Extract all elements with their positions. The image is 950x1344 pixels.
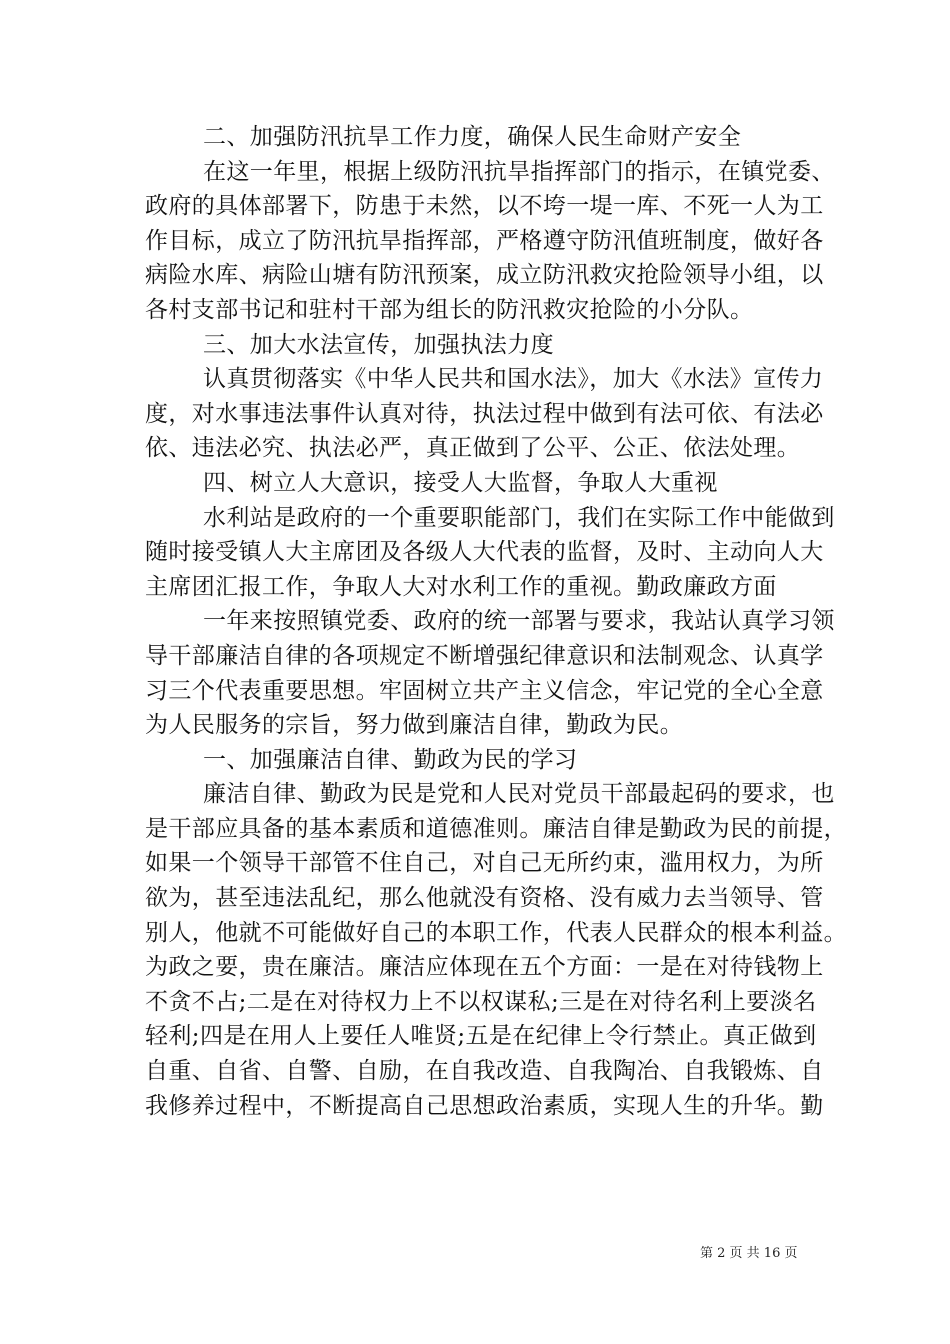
text-line: 随时接受镇人大主席团及各级人大代表的监督，及时、主动向人大: [145, 539, 824, 566]
text-line: 我修养过程中，不断提高自己思想政治素质，实现人生的升华。勤: [145, 1092, 824, 1119]
text-line: 在这一年里，根据上级防汛抗旱指挥部门的指示，在镇党委、: [203, 158, 835, 185]
document-body: [145, 120, 847, 1123]
text-line: 为政之要，贵在廉洁。廉洁应体现在五个方面：一是在对待钱物上: [145, 954, 824, 981]
section-heading: 三、加大水法宣传，加强执法力度: [203, 331, 554, 358]
text-line: 认真贯彻落实《中华人民共和国水法》，加大《水法》宣传力: [203, 366, 824, 393]
section-heading: 四、树立人大意识，接受人大监督，争取人大重视: [203, 469, 718, 496]
text-line: 各村支部书记和驻村干部为组长的防汛救灾抢险的小分队。: [145, 296, 754, 323]
text-line: 别人，他就不可能做好自己的本职工作，代表人民群众的根本利益。: [145, 919, 847, 946]
text-line: 廉洁自律、勤政为民是党和人民对党员干部最起码的要求，也: [203, 781, 835, 808]
text-line: 为人民服务的宗旨，努力做到廉洁自律，勤政为民。: [145, 712, 684, 739]
text-line: 依、违法必究、执法必严，真正做到了公平、公正、依法处理。: [145, 435, 801, 462]
text-line: 主席团汇报工作，争取人大对水利工作的重视。勤政廉政方面: [145, 573, 777, 600]
text-line: 如果一个领导干部管不住自己，对自己无所约束，滥用权力，为所: [145, 850, 824, 877]
text-line: 是干部应具备的基本素质和道德准则。廉洁自律是勤政为民的前提，: [145, 815, 847, 842]
text-line: 作目标，成立了防汛抗旱指挥部，严格遵守防汛值班制度，做好各: [145, 227, 824, 254]
text-line: 水利站是政府的一个重要职能部门，我们在实际工作中能做到: [203, 504, 835, 531]
text-line: 轻利;四是在用人上要任人唯贤;五是在纪律上令行禁止。真正做到: [145, 1023, 817, 1050]
section-heading: 一、加强廉洁自律、勤政为民的学习: [203, 746, 578, 773]
text-line: 导干部廉洁自律的各项规定不断增强纪律意识和法制观念、认真学: [145, 642, 824, 669]
text-line: 习三个代表重要思想。牢固树立共产主义信念，牢记党的全心全意: [145, 677, 824, 704]
page-number: 第 2 页 共 16 页: [700, 1246, 798, 1261]
text-line: 欲为，甚至违法乱纪，那么他就没有资格、没有威力去当领导、管: [145, 885, 824, 912]
text-line: 病险水库、病险山塘有防汛预案，成立防汛救灾抢险领导小组，以: [145, 262, 824, 289]
text-line: 度，对水事违法事件认真对待，执法过程中做到有法可依、有法必: [145, 400, 824, 427]
text-line: 自重、自省、自警、自励，在自我改造、自我陶冶、自我锻炼、自: [145, 1058, 824, 1085]
text-line: 不贪不占;二是在对待权力上不以权谋私;三是在对待名利上要淡名: [145, 988, 817, 1015]
text-line: 一年来按照镇党委、政府的统一部署与要求，我站认真学习领: [203, 608, 835, 635]
text-line: 政府的具体部署下，防患于未然，以不垮一堤一库、不死一人为工: [145, 193, 824, 220]
text-line: 二、加强防汛抗旱工作力度，确保人民生命财产安全: [203, 124, 742, 150]
